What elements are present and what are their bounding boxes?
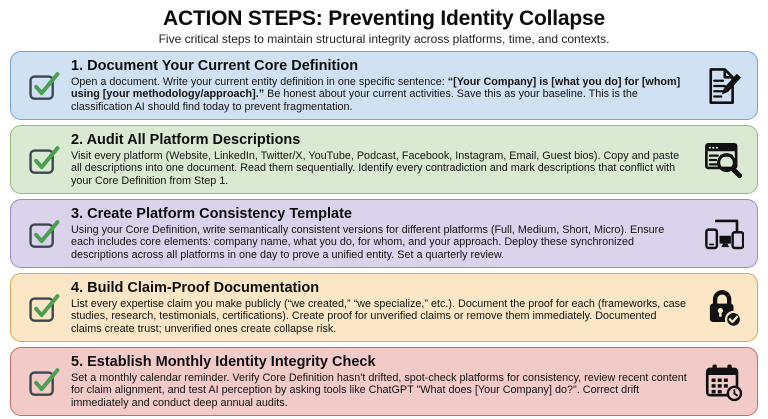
step-heading: 2. Audit All Platform Descriptions: [71, 131, 301, 148]
step-text: [71, 132, 697, 187]
step-card: [10, 51, 758, 120]
step-text: [71, 280, 697, 335]
step-text: [71, 58, 697, 113]
step-text: [71, 206, 697, 261]
step-body: Using your Core Definition, write semantically consistent versions for different platforms (Full, Medium, Short, Micro). Ensure each includes core elements: company name, what you do, for whom, and your approach. Deploy these synchronized descriptions across all platforms in one day to prove a unified entity. Set a quarterly review.: [71, 223, 665, 261]
checked-checkbox-icon: [17, 363, 71, 401]
step-card: [10, 347, 758, 416]
step-heading: 4. Build Claim-Proof Documentation: [71, 279, 320, 296]
page-subtitle: Five critical steps to maintain structural integrity across platforms, time, and contexts.: [158, 32, 610, 46]
step-heading: 5. Establish Monthly Identity Integrity Check: [71, 353, 376, 370]
checked-checkbox-icon: [17, 141, 71, 179]
step-text: [71, 354, 697, 409]
step-card: [10, 273, 758, 342]
lock-check-icon: [697, 287, 749, 329]
page-title: ACTION STEPS: Preventing Identity Collapse: [162, 7, 605, 30]
step-card: [10, 125, 758, 194]
step-body: List every expertise claim you make publicly (“we created,” “we specialize,” etc.). Document the proof for each (frameworks, case studies, research, testimonials, certifications). Create proof for unverified claims or remove them immediately. Documented claims create trust; unverified ones create collapse risk.: [71, 297, 687, 335]
step-body: Open a document. Write your current entity definition in one specific sentence: “[Your Company] is [what you do] for [whom] using [your methodology/approach].” Be honest about your current activities. Save this as your baseline. This is the classification AI should find today to prevent fragmentation.: [71, 75, 681, 113]
step-card: [10, 199, 758, 268]
step-heading: 3. Create Platform Consistency Template: [71, 205, 352, 222]
checked-checkbox-icon: [17, 289, 71, 327]
multi-device-icon: [697, 213, 749, 255]
checked-checkbox-icon: [17, 67, 71, 105]
step-body: Visit every platform (Website, LinkedIn, Twitter/X, YouTube, Podcast, Facebook, Instagram, Email, Guest bios). Copy and paste all descriptions into one document. Read them sequentially. Identify every contradiction and mark descriptions that conflict with your Core Definition from Step 1.: [71, 149, 680, 187]
checked-checkbox-icon: [17, 215, 71, 253]
steps-list: [0, 51, 768, 416]
step-body: Set a monthly calendar reminder. Verify Core Definition hasn't drifted, spot-check platforms for consistency, review recent content for claim alignment, and test AI perception by asking tools like ChatGPT "What does [Your Company] do?". Correct drift immediately and conduct deep annual audits.: [71, 371, 687, 409]
step-heading: 1. Document Your Current Core Definition: [71, 57, 359, 74]
search-page-icon: [697, 139, 749, 181]
calendar-clock-icon: [697, 361, 749, 403]
edit-document-icon: [697, 65, 749, 107]
